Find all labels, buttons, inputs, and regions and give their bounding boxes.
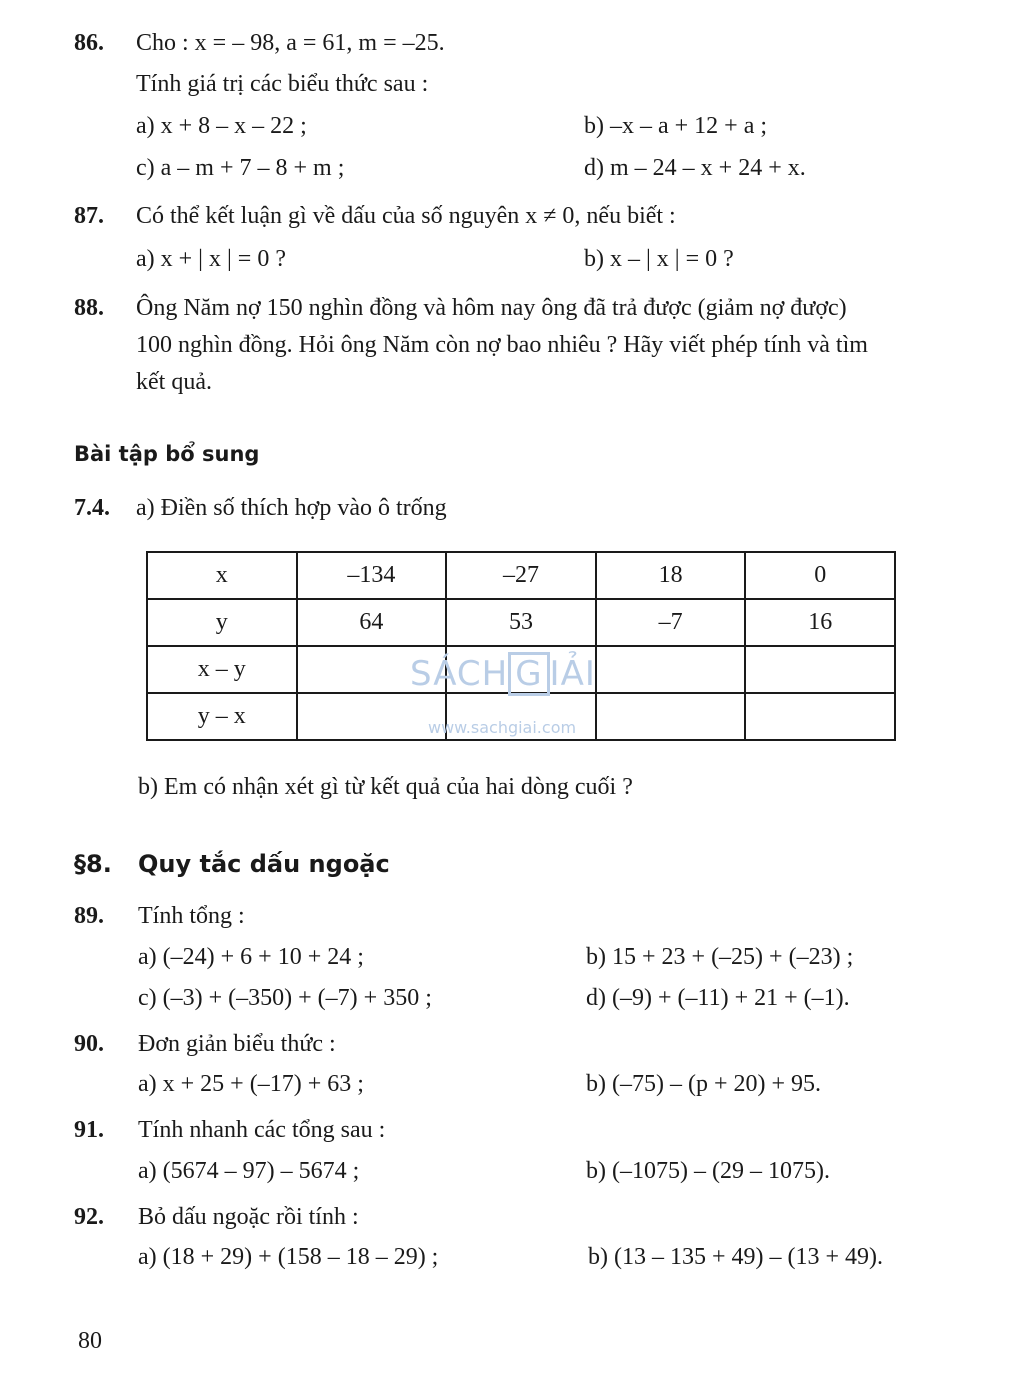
table-cell: y (147, 599, 297, 646)
table-cell (745, 646, 895, 693)
problem-89-instruction: Tính tổng : (138, 903, 245, 929)
problem-87-part-b: b) x – | x | = 0 ? (584, 246, 734, 272)
problem-86-number: 86. (74, 30, 104, 56)
problem-7-4-part-b: b) Em có nhận xét gì từ kết quả của hai dòng cuối ? (138, 774, 633, 800)
problem-92-number: 92. (74, 1204, 104, 1230)
watermark-logo (410, 652, 596, 696)
section-8-number: §8. (74, 850, 112, 878)
table-cell: 53 (446, 599, 596, 646)
problem-89-part-b: b) 15 + 23 + (–25) + (–23) ; (586, 944, 854, 970)
problem-90-part-a: a) x + 25 + (–17) + 63 ; (138, 1071, 364, 1097)
problem-7-4-part-a: a) Điền số thích hợp vào ô trống (136, 495, 447, 521)
problem-86-given: Cho : x = – 98, a = 61, m = –25. (136, 30, 445, 56)
problem-91-part-a: a) (5674 – 97) – 5674 ; (138, 1158, 360, 1184)
fill-in-table (146, 551, 896, 741)
table-cell: 64 (297, 599, 447, 646)
problem-91-number: 91. (74, 1117, 104, 1143)
problem-87-question: Có thể kết luận gì về dấu của số nguyên x ≠ 0, nếu biết : (136, 203, 676, 229)
problem-89-part-d: d) (–9) + (–11) + 21 + (–1). (586, 985, 850, 1011)
problem-89-number: 89. (74, 903, 104, 929)
problem-89-part-a: a) (–24) + 6 + 10 + 24 ; (138, 944, 364, 970)
problem-88-number: 88. (74, 295, 104, 321)
table-cell (297, 693, 447, 740)
watermark-logo-right: IẢI (549, 654, 596, 694)
problem-87-number: 87. (74, 203, 104, 229)
table-cell: –7 (596, 599, 746, 646)
problem-86-part-b: b) –x – a + 12 + a ; (584, 113, 768, 139)
table-cell: x (147, 552, 297, 599)
problem-92-part-b: b) (13 – 135 + 49) – (13 + 49). (588, 1244, 884, 1270)
problem-88-line-3: kết quả. (136, 369, 212, 395)
problem-90-part-b: b) (–75) – (p + 20) + 95. (586, 1071, 822, 1097)
table-cell: –134 (297, 552, 447, 599)
table-cell (745, 693, 895, 740)
problem-92-instruction: Bỏ dấu ngoặc rồi tính : (138, 1204, 359, 1230)
table-row (147, 552, 895, 599)
table-cell: –27 (446, 552, 596, 599)
problem-90-instruction: Đơn giản biểu thức : (138, 1031, 336, 1057)
supplement-heading: Bài tập bổ sung (74, 442, 260, 466)
problem-7-4-number: 7.4. (74, 495, 110, 521)
problem-86-part-a: a) x + 8 – x – 22 ; (136, 113, 307, 139)
table-cell: 18 (596, 552, 746, 599)
problem-92-part-a: a) (18 + 29) + (158 – 18 – 29) ; (138, 1244, 439, 1270)
problem-86-part-c: c) a – m + 7 – 8 + m ; (136, 155, 345, 181)
watermark-logo-left: SÁCH (410, 654, 509, 694)
table-cell: 0 (745, 552, 895, 599)
table-cell: 16 (745, 599, 895, 646)
problem-90-number: 90. (74, 1031, 104, 1057)
section-8-title: Quy tắc dấu ngoặc (138, 850, 390, 878)
table-cell (596, 693, 746, 740)
table-cell (596, 646, 746, 693)
watermark-logo-box: G (508, 652, 549, 696)
problem-86-instruction: Tính giá trị các biểu thức sau : (136, 71, 429, 97)
table-cell: y – x (147, 693, 297, 740)
problem-88-line-2: 100 nghìn đồng. Hỏi ông Năm còn nợ bao nhiêu ? Hãy viết phép tính và tìm (136, 332, 868, 358)
watermark-url: www.sachgiai.com (428, 718, 577, 737)
problem-91-instruction: Tính nhanh các tổng sau : (138, 1117, 386, 1143)
problem-88-line-1: Ông Năm nợ 150 nghìn đồng và hôm nay ông đã trả được (giảm nợ được) (136, 295, 847, 321)
problem-89-part-c: c) (–3) + (–350) + (–7) + 350 ; (138, 985, 432, 1011)
table-cell: x – y (147, 646, 297, 693)
table-row (147, 599, 895, 646)
problem-91-part-b: b) (–1075) – (29 – 1075). (586, 1158, 830, 1184)
problem-86-part-d: d) m – 24 – x + 24 + x. (584, 155, 806, 181)
problem-87-part-a: a) x + | x | = 0 ? (136, 246, 286, 272)
page-number: 80 (78, 1328, 102, 1354)
